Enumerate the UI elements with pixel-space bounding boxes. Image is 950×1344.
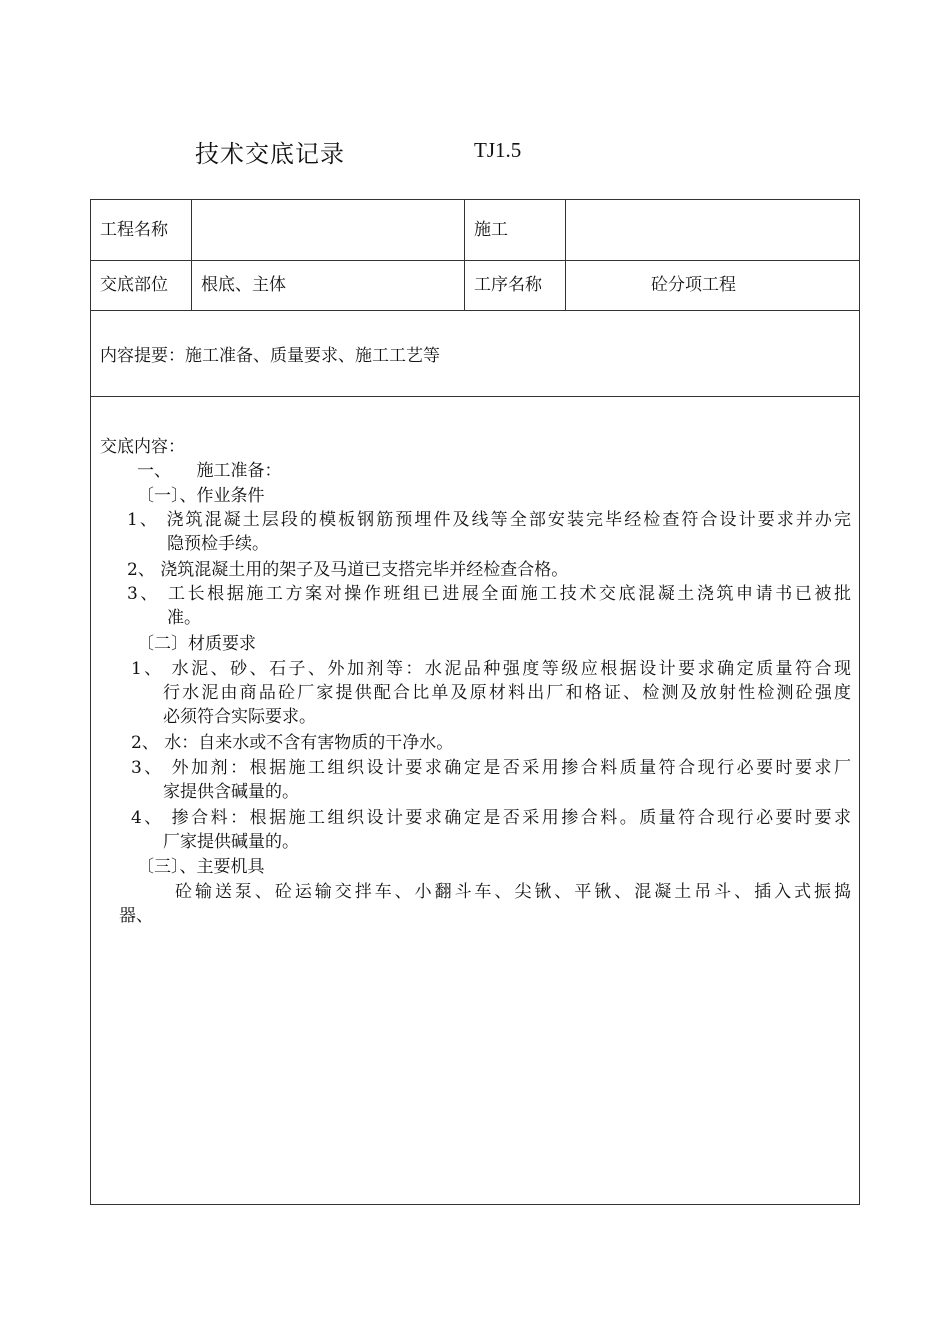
document-code: TJ1.5 (474, 138, 522, 162)
list-item-cont: 厂家提供碱量的。 (163, 832, 299, 852)
list-item-cont: 必须符合实际要求。 (163, 707, 316, 727)
project-name-label: 工程名称 (100, 220, 168, 240)
part-label: 交底部位 (100, 275, 168, 295)
list-item: 3、 外加剂：根据施工组织设计要求确定是否采用掺合料质量符合现行必要时要求厂 (131, 758, 851, 778)
list-item-cont: 家提供含碱量的。 (163, 782, 299, 802)
process-value: 砼分项工程 (651, 275, 736, 295)
sub-main-equipment: 〔三〕、主要机具 (137, 857, 265, 877)
list-item: 4、 掺合料：根据施工组织设计要求确定是否采用掺合料。质量符合现行必要时要求 (131, 808, 851, 828)
col-divider (565, 200, 566, 310)
content-summary: 内容提要：施工准备、质量要求、施工工艺等 (100, 346, 440, 366)
sub-work-conditions: 〔一〕、作业条件 (137, 486, 265, 506)
list-item-cont: 准。 (167, 608, 201, 628)
content-heading: 交底内容： (100, 437, 185, 457)
list-item: 2、 水：自来水或不含有害物质的干净水。 (131, 733, 454, 753)
document-title: 技术交底记录 (195, 140, 345, 168)
row-divider (91, 310, 859, 311)
equipment-list-cont: 器、 (119, 906, 153, 926)
list-item: 1、 水泥、砂、石子、外加剂等：水泥品种强度等级应根据设计要求确定质量符合现 (131, 659, 851, 679)
col-divider (191, 200, 192, 310)
process-label: 工序名称 (474, 275, 542, 295)
equipment-list: 砼输送泵、砼运输交拌车、小翻斗车、尖锹、平锹、混凝土吊斗、插入式振捣 (175, 882, 851, 902)
sub-material-requirements: 〔二〕材质要求 (137, 634, 256, 654)
list-item-cont: 行水泥由商品砼厂家提供配合比单及原材料出厂和格证、检测及放射性检测砼强度 (163, 683, 851, 703)
construction-label: 施工 (474, 220, 508, 240)
row-divider (91, 260, 859, 261)
list-item: 2、 浇筑混凝土用的架子及马道已支搭完毕并经检查合格。 (127, 560, 569, 580)
list-item: 1、 浇筑混凝土层段的模板钢筋预埋件及线等全部安装完毕经检查符合设计要求并办完 (127, 510, 851, 530)
row-divider (91, 396, 859, 397)
list-item: 3、 工长根据施工方案对操作班组已进展全面施工技术交底混凝土浇筑申请书已被批 (127, 584, 851, 604)
disclosure-table (90, 199, 860, 1205)
part-value: 根底、主体 (201, 275, 286, 295)
list-item-cont: 隐预检手续。 (167, 534, 269, 554)
section-preparation: 一、 施工准备： (137, 461, 282, 481)
col-divider (464, 200, 465, 310)
